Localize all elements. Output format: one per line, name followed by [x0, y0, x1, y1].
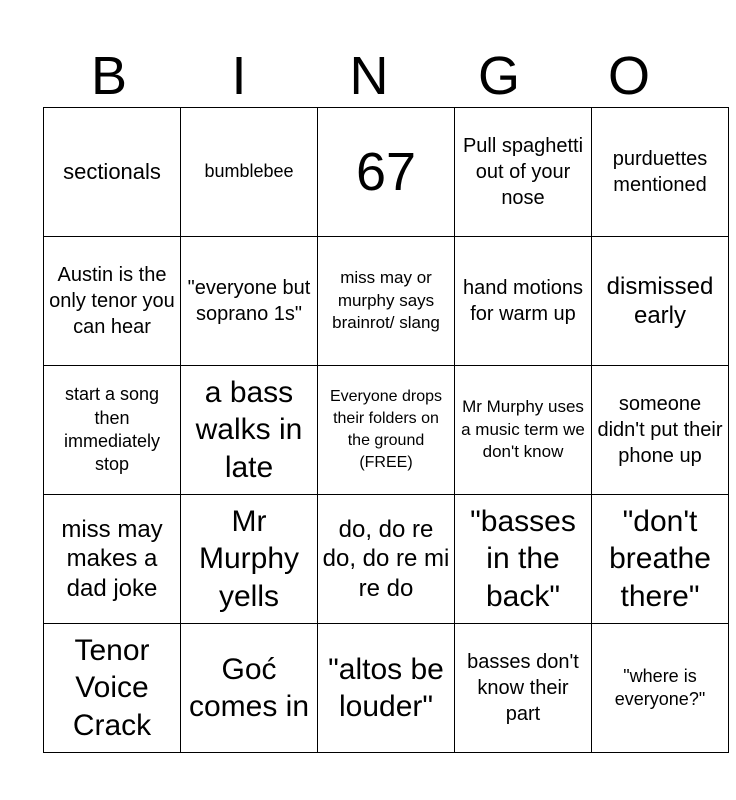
bingo-cell[interactable]: Goć comes in: [181, 624, 318, 753]
bingo-cell[interactable]: "everyone but soprano 1s": [181, 237, 318, 366]
bingo-cell[interactable]: Pull spaghetti out of your nose: [455, 108, 592, 237]
bingo-cell[interactable]: "basses in the back": [455, 495, 592, 624]
bingo-cell[interactable]: do, do re do, do re mi re do: [318, 495, 455, 624]
bingo-cell[interactable]: "altos be louder": [318, 624, 455, 753]
board-row: [44, 624, 729, 753]
board-row: [44, 237, 729, 366]
bingo-cell-free[interactable]: Everyone drops their folders on the ground (FREE): [318, 366, 455, 495]
board-row: [44, 108, 729, 237]
bingo-cell[interactable]: hand motions for warm up: [455, 237, 592, 366]
bingo-header: [44, 46, 694, 106]
header-letter-b: B: [90, 46, 128, 106]
board-row: [44, 495, 729, 624]
bingo-cell[interactable]: Tenor Voice Crack: [44, 624, 181, 753]
bingo-cell[interactable]: a bass walks in late: [181, 366, 318, 495]
bingo-cell[interactable]: purduettes mentioned: [592, 108, 729, 237]
bingo-cell[interactable]: someone didn't put their phone up: [592, 366, 729, 495]
bingo-board: [43, 107, 729, 753]
bingo-cell[interactable]: "don't breathe there": [592, 495, 729, 624]
bingo-cell[interactable]: dismissed early: [592, 237, 729, 366]
bingo-cell[interactable]: 67: [318, 108, 455, 237]
header-letter-o: O: [607, 46, 650, 106]
bingo-cell[interactable]: miss may or murphy says brainrot/ slang: [318, 237, 455, 366]
header-letter-g: G: [477, 46, 520, 106]
header-letter-n: N: [349, 46, 389, 106]
bingo-cell[interactable]: Austin is the only tenor you can hear: [44, 237, 181, 366]
bingo-cell[interactable]: miss may makes a dad joke: [44, 495, 181, 624]
bingo-cell[interactable]: basses don't know their part: [455, 624, 592, 753]
bingo-cell[interactable]: Mr Murphy yells: [181, 495, 318, 624]
bingo-cell[interactable]: start a song then immediately stop: [44, 366, 181, 495]
header-letter-i: I: [231, 46, 247, 106]
bingo-cell[interactable]: "where is everyone?": [592, 624, 729, 753]
bingo-cell[interactable]: bumblebee: [181, 108, 318, 237]
bingo-cell[interactable]: sectionals: [44, 108, 181, 237]
bingo-cell[interactable]: Mr Murphy uses a music term we don't know: [455, 366, 592, 495]
board-row: [44, 366, 729, 495]
